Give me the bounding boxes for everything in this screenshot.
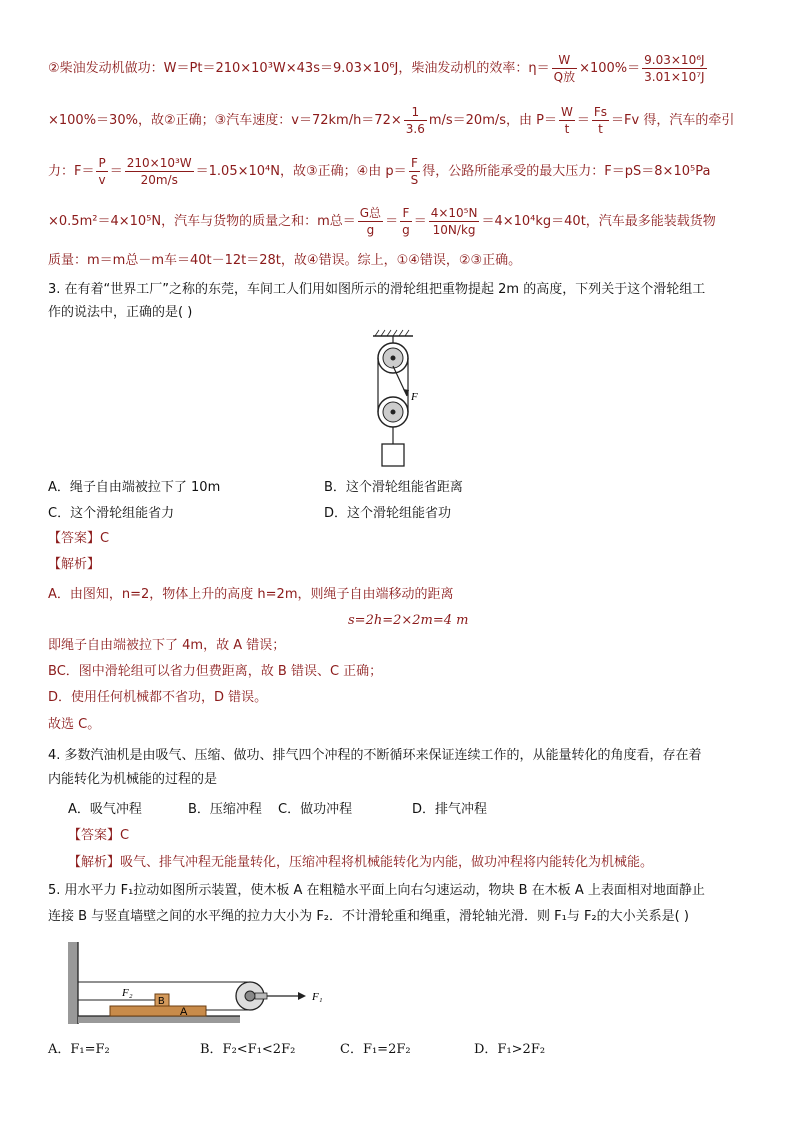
q3-explanation-3: 即绳子自由端被拉下了 4m，故 A 错误； [48,638,286,653]
q4-analysis [68,852,754,874]
q4-answer: 【答案】C [68,828,130,843]
q5-option-c: C．F₁=2F₂ [340,1042,411,1057]
q3-stem-line-2: 作的说法中，正确的是( ) [48,305,193,320]
q4-stem-line-2: 内能转化为机械能的过程的是 [48,772,218,787]
q3-option-d: D．这个滑轮组能省功 [324,506,452,521]
force-label-f2: F₂ [122,987,133,999]
force-label-f1: F₁ [312,991,323,1003]
q3-explanation-5: D．使用任何机械都不省功，D 错误。 [48,690,268,705]
q3-stem-line-1: 3. 在有着“世界工厂”之称的东莞，车间工人们用如图所示的滑轮组把重物提起 2m 的高度，下列关于这个滑轮组工 [48,282,706,297]
q3-explanation-4: BC．图中滑轮组可以省力但费距离，故 B 错误、C 正确； [48,664,383,679]
q4-option-a: A．吸气冲程 [68,802,142,817]
q5-stem-line-1: 5. 用水平力 F₁拉动如图所示装置，使木板 A 在粗糙水平面上向右匀速运动，物块 B 在木板 A 上表面相对地面静止 [48,883,705,898]
pulley-system-figure [365,326,435,471]
solution-line-5: 质量：m＝m总－m车＝40t－12t＝28t，故④错误。综上，①④错误，②③正确。 [48,253,522,268]
solution-line-4: ×0.5m²＝4×10⁵N，汽车与货物的质量之和：m总＝ $\frac{\text{G总}}{g}$ ＝ $\frac{F}{g}$ ＝ $\frac{\text{4×10⁵N}}{10N/kg}$ ＝4×10⁴kg＝40t，汽车最多能装载货物 [48,206,716,237]
pulley-board-figure [60,940,350,1028]
q3-option-c: C．这个滑轮组能省力 [48,506,175,521]
q3-option-a: A．绳子自由端被拉下了 10m [48,480,221,495]
q4-option-b: B．压缩冲程 [188,802,262,817]
solution-line-2: ×100%＝30%，故②正确；③汽车速度：v＝72km/h＝72× $\frac{1}{3.6}$ m/s＝20m/s，由 P＝ $\frac{W}{t}$ ＝ $\frac{Fs}{t}$ ＝Fv 得，汽车的牵引 [48,105,735,136]
solution-line-1: ②柴油发动机做功：W＝Pt＝210×10³W×43s＝9.03×10⁶J，柴油发动机的效率：η＝ $\frac{W}{\text{Q放}}$ ×100%＝ $\frac{\text{9.03×10⁶J}}{\text{3.01×10⁷J}}$ [48,53,705,84]
q4-option-c: C．做功冲程 [278,802,353,817]
q3-option-b: B．这个滑轮组能省距离 [324,480,463,495]
q3-answer: 【答案】C [48,531,110,546]
q5-stem-line-2: 连接 B 与竖直墙壁之间的水平绳的拉力大小为 F₂．不计滑轮重和绳重，滑轮轴光滑．则 F₁与 F₂的大小关系是( ) [48,909,689,924]
board-a-label: A [180,1006,188,1018]
force-label-f: F [411,391,418,403]
q4-analysis-text: 吸气、排气冲程无能量转化，压缩冲程将机械能转化为内能，做功冲程将内能转化为机械能。 [120,855,654,870]
q5-option-a: A．F₁=F₂ [48,1042,110,1057]
solution-line-3: 力：F＝ $\frac{P}{v}$ ＝ $\frac{\text{210×10³W}}{20m/s}$ ＝1.05×10⁴N，故③正确；④由 p＝ $\frac{F}{S}$ 得，公路所能承受的最大压力：F＝pS＝8×10⁵Pa [48,156,711,187]
q4-stem-line-1: 4. 多数汽油机是由吸气、压缩、做功、排气四个冲程的不断循环来保证连续工作的，从能量转化的角度看，存在着 [48,748,702,763]
q4-option-d: D．排气冲程 [412,802,488,817]
q4-analysis-label: 【解析】 [68,855,121,870]
q5-option-b: B．F₂<F₁<2F₂ [200,1042,296,1057]
q3-explanation-2: s=2h=2×2m=4 m [348,613,469,628]
q5-option-d: D．F₁>2F₂ [474,1042,546,1057]
block-b-label: B [158,996,165,1007]
q3-analysis-label: 【解析】 [48,557,101,572]
q3-explanation-6: 故选 C。 [48,717,101,732]
q3-explanation-1: A．由图知，n=2，物体上升的高度 h=2m，则绳子自由端移动的距离 [48,587,454,602]
